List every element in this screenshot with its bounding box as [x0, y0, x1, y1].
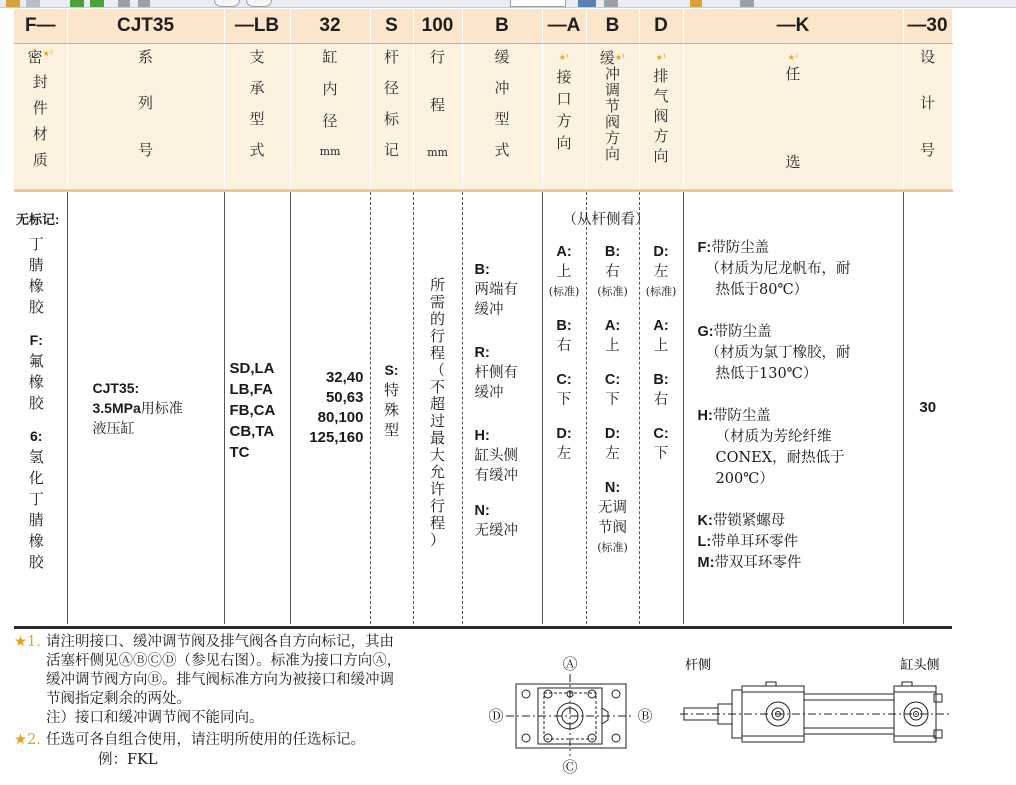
option-code: F: — [697, 239, 712, 256]
description-row — [14, 43, 952, 190]
series-pressure: 3.5MPa — [92, 399, 141, 416]
desc-mount — [224, 43, 290, 190]
note-1-line: 缓冲调节阀方向Ⓑ。排气阀标准方向为被接口和缓冲调 — [46, 672, 394, 688]
vent-dir: 左 — [653, 263, 669, 280]
seal-options — [14, 190, 67, 624]
desc-char: 任 — [785, 64, 801, 83]
option-title: 带单耳环零件 — [711, 533, 799, 550]
end-view-diagram — [484, 652, 664, 780]
stroke-char: 过 — [429, 411, 445, 430]
desc-char: 气 — [653, 86, 669, 105]
desc-char: 方 — [604, 128, 620, 147]
port-dir: 右 — [556, 337, 572, 354]
option-desc: （材质为氯丁橡胶，耐 — [705, 344, 851, 361]
desc-char: 缓 — [599, 48, 615, 67]
desc-unit: mm — [319, 145, 341, 159]
seal-char: 橡 — [28, 276, 44, 295]
vent-code: A: — [653, 317, 669, 334]
seal-char: 胶 — [28, 297, 44, 316]
star-mark: ★² — [787, 52, 799, 62]
desc-design — [903, 43, 952, 190]
seal-char: 氟 — [28, 351, 44, 370]
cushion-code: H: — [474, 427, 490, 444]
standard-tag: (标准) — [597, 284, 628, 298]
email-icon[interactable] — [138, 0, 150, 7]
accessory-options — [683, 190, 903, 624]
valve-dir: 上 — [605, 337, 620, 354]
port-code: C: — [556, 371, 572, 388]
seal-char: 丁 — [28, 489, 44, 508]
series-desc2: 液压缸 — [92, 420, 135, 437]
note-1-line: 请注明接口、缓冲调节阀及排气阀各自方向标记，其由 — [46, 634, 394, 650]
cushion-code: N: — [474, 502, 490, 519]
cushion-desc: 两端有 — [474, 281, 518, 298]
valve-dir: 左 — [605, 445, 620, 462]
option-code: L: — [697, 533, 712, 550]
open-icon[interactable] — [6, 0, 20, 7]
desc-char: 选 — [785, 152, 801, 171]
add-icon[interactable] — [70, 0, 84, 7]
desc-seal-text — [14, 47, 67, 169]
seal-char: 橡 — [28, 372, 44, 391]
toolbar — [0, 0, 1016, 8]
star-mark: ★¹ — [614, 52, 626, 62]
note-1-line: 注）接口和缓冲调节阀不能同向。 — [46, 710, 264, 726]
cushion-desc: 杆侧有 — [474, 364, 518, 381]
design-value: 30 — [919, 398, 937, 416]
vent-code: C: — [653, 425, 669, 442]
option-code: H: — [697, 407, 713, 424]
desc-char: 阀 — [604, 112, 620, 131]
stroke-char: 行 — [429, 496, 445, 515]
valve-code: A: — [604, 317, 621, 334]
desc-char: 方 — [653, 126, 669, 145]
stroke-char: 需 — [429, 292, 445, 311]
desc-char: 计 — [919, 94, 935, 112]
cushion-desc: 缸头侧 — [474, 447, 518, 464]
note-1-mark: ★1. — [14, 634, 41, 650]
code-design: —30 — [903, 9, 952, 43]
desc-char: 设 — [919, 47, 935, 66]
desc-char: 向 — [653, 146, 669, 165]
code-cushion: B — [462, 9, 542, 43]
desc-char: 支 — [249, 47, 265, 66]
rod-char: 特 — [383, 380, 399, 399]
code-stroke: 100 — [413, 9, 462, 43]
head-side-label: 缸头侧 — [900, 658, 940, 673]
valve-code: C: — [604, 371, 621, 388]
desc-char: 型 — [249, 109, 265, 128]
desc-char: 行 — [429, 47, 445, 66]
label-d: Ⓓ — [488, 707, 504, 725]
seal-char: 胶 — [28, 552, 44, 571]
code-seal: F— — [14, 9, 67, 43]
series-desc: 用标准 — [140, 400, 183, 417]
desc-char: 记 — [383, 140, 399, 159]
cushion-desc: 无缓冲 — [474, 522, 518, 539]
desc-series — [67, 43, 224, 190]
vent-dir: 上 — [653, 337, 669, 354]
desc-char: 节 — [604, 96, 620, 115]
vent-options — [639, 190, 683, 624]
port-code: A: — [556, 243, 572, 260]
seal-char: 化 — [28, 468, 44, 487]
desc-port — [542, 43, 586, 190]
note-1-line: 节阀指定剩余的两处。 — [46, 691, 191, 707]
seal-char: 氢 — [28, 447, 44, 466]
port-dir: 左 — [556, 445, 572, 462]
model-code-table — [14, 9, 953, 624]
stroke-char: 程 — [429, 513, 445, 532]
desc-char: 件 — [32, 99, 48, 117]
desc-char: 冲 — [604, 64, 620, 83]
table-bottom-rule — [14, 626, 952, 629]
option-code: K: — [697, 512, 713, 529]
page-number-input[interactable] — [510, 0, 566, 7]
port-dir: 下 — [556, 391, 572, 408]
side-view-diagram — [680, 652, 952, 762]
stroke-char: （ — [429, 360, 445, 379]
label-b: Ⓑ — [637, 707, 653, 725]
seal-char: 橡 — [28, 531, 44, 550]
desc-unit: mm — [427, 145, 448, 159]
cushion-code: B: — [474, 261, 490, 278]
option-desc: （材质为芳纶纤维 — [715, 428, 832, 445]
cylinder-shape — [680, 682, 952, 742]
stroke-char: 大 — [429, 445, 445, 464]
port-code: B: — [556, 317, 572, 334]
option-title: 带防尘盖 — [711, 239, 770, 256]
code-row — [14, 9, 952, 43]
rod-options — [370, 190, 413, 624]
option-code: M: — [697, 554, 715, 571]
seal-char: 腈 — [28, 510, 44, 529]
option-title: 带双耳环零件 — [714, 554, 802, 571]
note-1-line: 活塞杆侧见ⒶⒷⒸⒹ（参见右图）。标准为接口方向Ⓐ， — [46, 653, 402, 669]
seal-none-label: 无标记: — [16, 211, 60, 227]
option-code: G: — [697, 323, 714, 340]
cushion-desc: 缓冲 — [474, 301, 504, 318]
desc-char: 号 — [137, 140, 153, 159]
cushion-code: R: — [474, 344, 490, 361]
flange-shape — [506, 674, 634, 756]
desc-char: 式 — [249, 140, 265, 159]
desc-char: 质 — [32, 150, 48, 169]
stroke-options — [413, 190, 462, 624]
port-dir: 上 — [556, 263, 572, 280]
rod-code: S: — [384, 361, 399, 378]
desc-char: 列 — [137, 94, 153, 112]
code-series: CJT35 — [67, 9, 224, 43]
stroke-char: 所 — [429, 275, 445, 294]
stroke-char: 超 — [429, 394, 445, 413]
desc-char: 缸 — [322, 47, 338, 66]
desc-char: 径 — [322, 112, 338, 131]
vent-dir: 下 — [653, 445, 669, 462]
star-mark: ★² — [42, 48, 53, 58]
code-option: —K — [683, 9, 903, 43]
bore-options — [290, 190, 370, 624]
select-tool-icon[interactable] — [578, 0, 596, 7]
mount-code: TC — [229, 443, 250, 461]
vent-code: D: — [653, 243, 669, 260]
valve-code: N: — [604, 479, 621, 496]
cushion-desc: 缓冲 — [474, 384, 504, 401]
option-title: 带防尘盖 — [712, 407, 771, 424]
rod-char: 殊 — [383, 400, 399, 419]
valve-desc: 无调 — [598, 499, 627, 516]
desc-char: 标 — [383, 109, 399, 128]
mount-code: LB,FA — [229, 380, 273, 398]
desc-char: 程 — [429, 96, 445, 114]
stroke-char: 最 — [429, 428, 445, 447]
stroke-char: 行 — [429, 326, 445, 345]
next-page-button[interactable] — [246, 0, 272, 7]
desc-char: 径 — [383, 78, 399, 97]
option-row — [14, 190, 952, 624]
option-title: 带锁紧螺母 — [712, 512, 786, 529]
seal-char: 丁 — [28, 234, 44, 253]
rod-char: 型 — [383, 420, 399, 439]
desc-char: 系 — [137, 47, 153, 66]
print-icon[interactable] — [118, 0, 130, 7]
star-mark: ★¹ — [558, 52, 570, 62]
desc-char: 向 — [556, 133, 572, 152]
notes — [14, 633, 484, 770]
desc-char: 材 — [32, 124, 48, 143]
desc-rod — [370, 43, 413, 190]
code-rod: S — [370, 9, 413, 43]
desc-char: 承 — [249, 78, 265, 97]
mount-code: CB,TA — [229, 422, 275, 440]
vent-code: B: — [653, 371, 669, 388]
desc-valve — [586, 43, 639, 190]
view-note: （从杆侧看） — [562, 211, 650, 228]
desc-char: 接 — [556, 67, 572, 86]
desc-char: 调 — [604, 80, 620, 99]
series-options — [67, 190, 224, 624]
save-icon[interactable] — [26, 0, 40, 7]
seal-6-label: 6: — [30, 427, 43, 444]
desc-char: 口 — [556, 89, 572, 108]
mount-code: FB,CA — [229, 401, 276, 419]
desc-char: 向 — [604, 144, 620, 163]
series-code: CJT35: — [92, 379, 140, 396]
valve-desc: 节阀 — [598, 519, 627, 536]
desc-stroke — [413, 43, 462, 190]
desc-char: 密 — [27, 47, 43, 66]
stroke-char: 许 — [429, 479, 445, 498]
desc-char: 号 — [919, 140, 935, 159]
prev-page-button[interactable] — [214, 0, 240, 7]
note-example: 例：FKL — [98, 752, 158, 768]
valve-options — [586, 190, 639, 624]
stroke-char: 程 — [429, 343, 445, 362]
code-vent: D — [639, 9, 683, 43]
desc-seal — [14, 43, 67, 190]
mount-code: SD,LA — [229, 359, 275, 377]
stroke-char: 允 — [429, 462, 445, 481]
label-a: Ⓐ — [562, 655, 578, 673]
mount-options — [224, 190, 290, 624]
cushion-desc: 有缓冲 — [474, 467, 518, 484]
standard-tag: (标准) — [548, 284, 580, 298]
desc-option — [683, 43, 903, 190]
option-desc: CONEX，耐热低于 — [715, 449, 845, 466]
desc-char: 排 — [653, 66, 669, 85]
code-valve: B — [586, 9, 639, 43]
valve-code: D: — [604, 425, 621, 442]
note-2-mark: ★2. — [14, 732, 41, 748]
desc-char: 阀 — [653, 106, 669, 125]
rod-side-label: 杆侧 — [684, 658, 712, 673]
desc-cushion — [462, 43, 542, 190]
highlight-icon[interactable] — [690, 0, 702, 7]
code-bore: 32 — [290, 9, 370, 43]
code-port: —A — [542, 9, 586, 43]
stroke-char: 不 — [429, 377, 445, 396]
desc-bore — [290, 43, 370, 190]
option-title: 带防尘盖 — [713, 323, 772, 340]
option-desc: 热低于80℃） — [715, 281, 809, 298]
bore-value: 32,40 — [325, 368, 364, 386]
cushion-options — [462, 190, 542, 624]
standard-tag: (标准) — [645, 284, 677, 298]
bore-value: 125,160 — [309, 428, 364, 446]
label-c: Ⓒ — [562, 758, 578, 776]
option-desc: 200℃） — [715, 470, 774, 487]
valve-dir: 右 — [605, 263, 620, 280]
note-2-line: 任选可各自组合使用，请注明所使用的任选标记。 — [46, 732, 365, 748]
seal-char: 腈 — [28, 255, 44, 274]
port-code: D: — [556, 425, 572, 442]
seal-f-label: F: — [29, 331, 43, 348]
desc-char: 方 — [556, 111, 572, 130]
desc-char: 型 — [494, 109, 510, 128]
desc-char: 式 — [494, 140, 510, 159]
bore-value: 50,63 — [325, 388, 364, 406]
desc-char: 封 — [32, 73, 48, 92]
valve-code: B: — [604, 243, 621, 260]
stroke-char: ） — [429, 530, 445, 549]
bore-value: 80,100 — [317, 408, 364, 426]
valve-dir: 下 — [605, 391, 620, 408]
code-mount: —LB — [224, 9, 290, 43]
design-options — [903, 190, 952, 624]
stroke-char: 的 — [429, 309, 445, 328]
desc-char: 内 — [322, 79, 338, 98]
desc-char: 缓 — [494, 47, 510, 66]
add-page-icon[interactable] — [90, 0, 104, 7]
vent-dir: 右 — [653, 391, 669, 408]
star-mark: ★¹ — [655, 52, 667, 62]
desc-vent — [639, 43, 683, 190]
hand-tool-icon[interactable] — [604, 0, 618, 7]
seal-char: 胶 — [28, 393, 44, 412]
desc-char: 冲 — [494, 78, 510, 97]
standard-tag: (标准) — [597, 540, 628, 554]
option-desc: 热低于130℃） — [715, 365, 818, 382]
desc-char: 杆 — [383, 47, 399, 66]
option-desc: （材质为尼龙帆布，耐 — [705, 260, 851, 277]
comment-icon[interactable] — [740, 0, 754, 7]
